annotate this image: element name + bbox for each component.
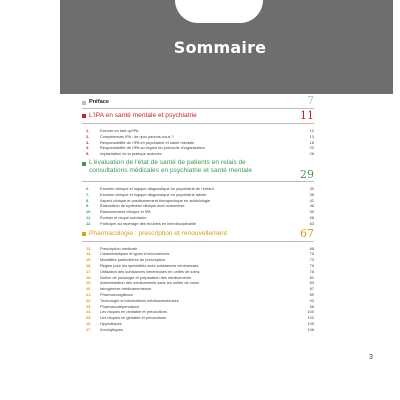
entry-title: Participer au repérage des troubles en interdisciplinarité [100, 220, 197, 226]
entry-number: 18. [86, 274, 92, 280]
entry-page: 18 [309, 139, 314, 145]
entry-page: 100 [307, 309, 314, 315]
entry-title: Aspect clinique et positionnement thérapeutique en addictologie [100, 197, 211, 203]
section-marker-square [82, 101, 86, 105]
entry-number: 22. [86, 297, 92, 303]
entry-title: Compétences IPA : de quoi parlons-nous ? [100, 133, 174, 139]
entry-page: 38 [309, 191, 314, 197]
entry-title: Responsabilité de l'IPA en psychiatrie et santé mentale [100, 139, 195, 145]
entry-page: 83 [309, 280, 314, 286]
entry-number: 21. [86, 291, 92, 297]
section-title: Préface [89, 99, 109, 105]
section-entries [82, 246, 314, 333]
entry-number: 11. [86, 214, 92, 220]
entry-page: 50 [309, 209, 314, 215]
entry-number: 13. [86, 245, 92, 251]
entry-title: Examen clinique et logique diagnostique en psychiatrie de l'enfant [100, 185, 214, 191]
entry-title: Règles pour les spécialités avec substances vénéneuses [100, 262, 199, 268]
page-number: 3 [369, 354, 373, 361]
page-title: Sommaire [173, 38, 267, 57]
entry-page: 30 [309, 185, 314, 191]
entry-page: 13 [309, 133, 314, 139]
entry-number: 20. [86, 286, 92, 292]
entry-number: 5. [86, 151, 90, 157]
entry-title: Implantation de la pratique avancée [100, 151, 162, 157]
entry-page: 63 [309, 220, 314, 226]
entry-number: 2. [86, 133, 90, 139]
entry-number: 6. [86, 185, 90, 191]
entry-title: Responsabilité de l'IPA au regard du protocole d'organisation [100, 145, 205, 151]
entry-number: 9. [86, 203, 90, 209]
entry-title: Iatrogénèse médicamenteuse [100, 286, 152, 292]
entry-page: 46 [309, 203, 314, 209]
entry-page: 73 [309, 257, 314, 263]
entry-page: 76 [309, 262, 314, 268]
section-title-line2: consultations médicales en psychiatrie et santé mentale [89, 166, 253, 174]
entry-number: 14. [86, 251, 92, 257]
entry-number: 4. [86, 145, 90, 151]
entry-page: 42 [309, 197, 314, 203]
entry-number: 16. [86, 262, 92, 268]
section-title: Pharmacologie : prescription et renouvellement [89, 229, 227, 237]
entry-title: Raisonnement clinique et IPA [100, 209, 151, 215]
entry-page: 68 [309, 245, 314, 251]
entry-title: Élaboration de synthèse clinique avec anamnèse [100, 203, 185, 209]
entry-page: 87 [309, 286, 314, 292]
entry-title: Les risques en pédiatrie et précautions [100, 309, 167, 315]
entry-title: Exercer en tant qu'IPA [100, 128, 139, 133]
entry-number: 10. [86, 209, 92, 215]
toc-section-ipa[interactable] [82, 109, 314, 124]
entry-title: Administration des médicaments dans les unités de soins [100, 280, 199, 286]
entry-title: Caractéristiques et types d'ordonnences [100, 251, 170, 257]
entry-page: 22 [309, 145, 314, 151]
toc-section-evaluation[interactable] [82, 158, 314, 182]
section-marker-square [82, 232, 86, 236]
toc-entry[interactable] [82, 221, 314, 227]
entry-page: 56 [309, 214, 314, 220]
entry-page: 78 [309, 268, 314, 274]
entry-number: 15. [86, 257, 92, 263]
entry-page: 96 [309, 303, 314, 309]
entry-title: Pharmacodépendance [100, 303, 140, 309]
toc-section-preface[interactable] [82, 94, 314, 109]
entry-number: 27. [86, 326, 92, 332]
section-page-number: 11 [300, 109, 314, 122]
entry-title: Utilisation des substances vénéneuses en unités de soins [100, 268, 200, 274]
entry-number: 12. [86, 220, 92, 226]
entry-number: 23. [86, 303, 92, 309]
entry-title: Notion de posologie et préparation des médicaments [100, 274, 192, 280]
title-tab-bubble [175, 0, 263, 23]
section-entries [82, 186, 314, 227]
entry-title: Toxicologie et intoxications médicamenteuses [100, 297, 179, 303]
entry-page: 12 [309, 128, 314, 133]
entry-number: 3. [86, 139, 90, 145]
section-title: L'IPA en santé mentale et psychiatrie [89, 112, 197, 119]
section-entries [82, 128, 314, 157]
entry-number: 24. [86, 309, 92, 315]
entry-title: Hypnotiques [100, 320, 122, 326]
table-of-contents [82, 94, 314, 337]
entry-title: Les risques en gériatrie et précautions [100, 315, 166, 321]
toc-section-pharmacologie[interactable] [82, 226, 314, 242]
entry-number: 25. [86, 315, 92, 321]
entry-page: 81 [309, 274, 314, 280]
entry-number: 19. [86, 280, 92, 286]
entry-title: Évaluer le risque suicidaire [100, 214, 147, 220]
entry-number: 1. [86, 128, 90, 133]
section-marker-square [82, 162, 86, 166]
entry-number: 7. [86, 191, 90, 197]
section-page-number: 7 [307, 94, 314, 107]
section-title-line1: L'évaluation de l'état de santé de patients en relais de [89, 158, 246, 166]
section-page-number: 67 [300, 226, 314, 240]
toc-entry[interactable] [82, 327, 314, 333]
entry-page: 102 [307, 315, 314, 321]
entry-page: 93 [309, 297, 314, 303]
entry-page: 26 [309, 151, 314, 157]
section-title [89, 159, 252, 175]
entry-number: 8. [86, 197, 90, 203]
entry-page: 70 [309, 251, 314, 257]
section-page-number: 29 [300, 167, 314, 181]
entry-number: 26. [86, 320, 92, 326]
entry-page: 106 [307, 326, 314, 332]
entry-number: 17. [86, 268, 92, 274]
entry-title: Examen clinique et logique diagnostique en psychiatrie adulte [100, 191, 207, 197]
toc-entry[interactable] [82, 151, 314, 157]
entry-title: Modalités particulières de prescription [100, 257, 166, 263]
entry-title: Pharmacovigilance [100, 291, 133, 297]
entry-page: 105 [307, 320, 314, 326]
entry-title: Anxiolytiques [100, 326, 123, 332]
entry-page: 89 [309, 291, 314, 297]
entry-title: Prescription médicale [100, 245, 138, 251]
section-marker-square [82, 114, 86, 118]
